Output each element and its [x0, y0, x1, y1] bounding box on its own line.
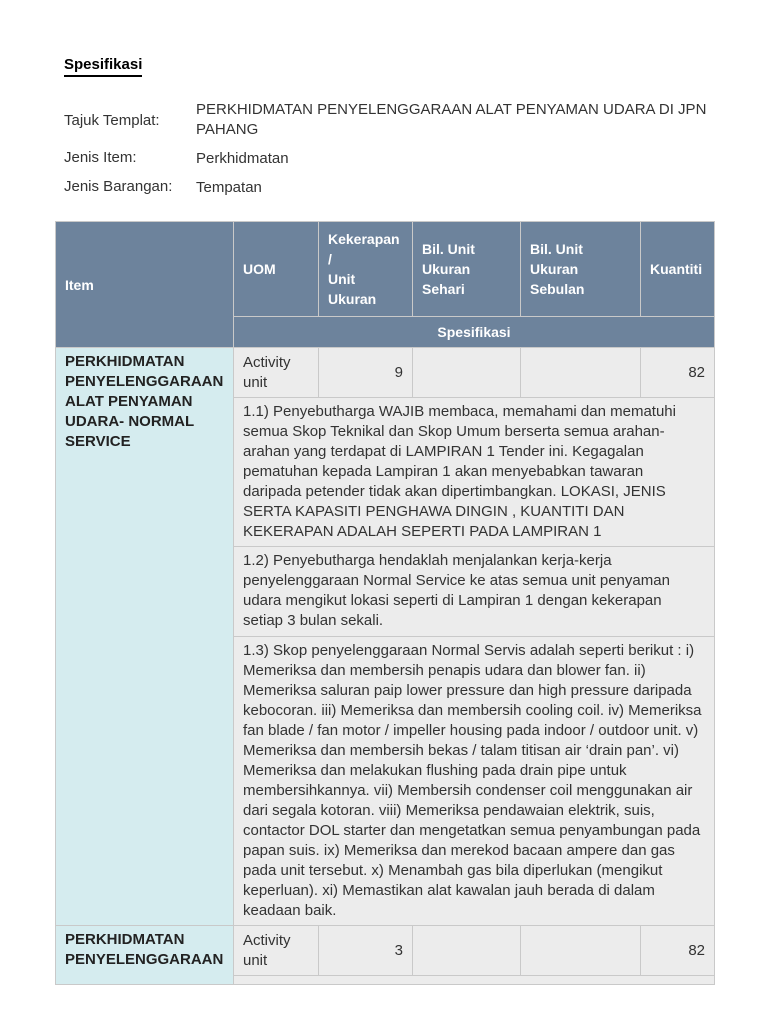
table-row — [56, 926, 715, 976]
row-1-spec-3: 1.3) Skop penyelenggaraan Normal Servis adalah seperti berikut : i) Memeriksa dan membersih penapis udara dan blower fan. ii) Memeriksa saluran paip lower pressure dan high pressure daripada kebocoran. iii) Memeriksa dan membersih cooling coil. iv) Memeriksa fan blade / fan motor / impeller housing pada indoor / outdoor unit. v) Memeriksa dan membersih bekas / talam titisan air ‘drain pan’. vi) Memeriksa dan melakukan flushing pada drain pipe untuk membersihkannya. vii) Membersih condenser coil menggunakan air dari segala kotoran. viii) Memeriksa pendawaian elektrik, suis, contactor DOL starter dan mengetatkan semua penyambungan pada papan suis. ix) Memeriksa dan merekod bacaan ampere dan gas pada unit tersebut. x) Menambah gas bila diperlukan (mengikut keperluan). xi) Memastikan alat kawalan jauh berada di dalam keadaan baik. — [234, 637, 715, 926]
header-spesifikasi: Spesifikasi — [234, 317, 715, 348]
row-2-bil-sehari — [413, 926, 521, 976]
header-kekerapan-line-3: Unit — [328, 271, 356, 287]
header-kekerapan-line-1: Kekerapan — [328, 231, 400, 247]
tajuk-label: Tajuk Templat: — [64, 112, 160, 129]
meta-row-tajuk — [64, 100, 714, 148]
header-kekerapan — [319, 222, 413, 317]
header-sebulan-line-1: Bil. Unit — [530, 241, 583, 257]
row-2-item: PERKHIDMATAN PENYELENGGARAAN — [56, 926, 234, 985]
meta-row-jenis-item — [64, 148, 714, 177]
row-2-bil-sebulan — [521, 926, 641, 976]
header-kekerapan-line-4: Ukuran — [328, 291, 377, 307]
row-2-spec-partial — [234, 976, 715, 985]
row-1-bil-sehari — [413, 348, 521, 398]
header-item: Item — [56, 222, 234, 348]
header-sehari-line-2: Ukuran — [422, 261, 471, 277]
row-1-kekerapan: 9 — [319, 348, 413, 398]
row-1-kuantiti: 82 — [641, 348, 715, 398]
row-1-spec-2: 1.2) Penyebutharga hendaklah menjalankan kerja-kerja penyelenggaraan Normal Service ke atas semua unit penyaman udara mengikut lokasi seperti di Lampiran 1 dengan kekerapan setiap 3 bulan sekali. — [234, 547, 715, 637]
jenis-item-label: Jenis Item: — [64, 149, 137, 166]
header-kuantiti: Kuantiti — [641, 222, 715, 317]
row-1-bil-sebulan — [521, 348, 641, 398]
table-header-row — [56, 222, 715, 317]
page-heading: Spesifikasi — [64, 56, 142, 77]
jenis-barangan-value: Tempatan — [196, 179, 262, 196]
row-2-kuantiti: 82 — [641, 926, 715, 976]
template-meta — [64, 100, 714, 206]
header-sebulan-line-2: Ukuran — [530, 261, 579, 277]
row-2-kekerapan: 3 — [319, 926, 413, 976]
header-bil-sehari — [413, 222, 521, 317]
jenis-barangan-label: Jenis Barangan: — [64, 178, 173, 195]
row-1-spec-1: 1.1) Penyebutharga WAJIB membaca, memahami dan mematuhi semua Skop Teknikal dan Skop Umum berserta semua arahan-arahan yang terdapat di LAMPIRAN 1 Tender ini. Kegagalan pematuhan kepada Lampiran 1 akan menyebabkan tawaran daripada petender tidak akan dipertimbangkan. LOKASI, JENIS SERTA KAPASITI PENGHAWA DINGIN , KUANTITI DAN KEKERAPAN ADALAH SEPERTI PADA LAMPIRAN 1 — [234, 398, 715, 547]
row-1-item: PERKHIDMATAN PENYELENGGARAAN ALAT PENYAMAN UDARA- NORMAL SERVICE — [56, 348, 234, 926]
jenis-item-value: Perkhidmatan — [196, 150, 289, 167]
row-2-uom: Activity unit — [234, 926, 319, 976]
table-row — [56, 348, 715, 398]
tajuk-value: PERKHIDMATAN PENYELENGGARAAN ALAT PENYAMAN UDARA DI JPN PAHANG — [196, 101, 707, 138]
header-sebulan-line-3: Sebulan — [530, 281, 585, 297]
header-kekerapan-line-2: / — [328, 251, 332, 267]
header-uom: UOM — [234, 222, 319, 317]
row-1-uom: Activity unit — [234, 348, 319, 398]
header-bil-sebulan — [521, 222, 641, 317]
header-sehari-line-3: Sehari — [422, 281, 465, 297]
meta-row-jenis-barangan — [64, 177, 714, 206]
header-sehari-line-1: Bil. Unit — [422, 241, 475, 257]
specification-table — [55, 221, 715, 985]
